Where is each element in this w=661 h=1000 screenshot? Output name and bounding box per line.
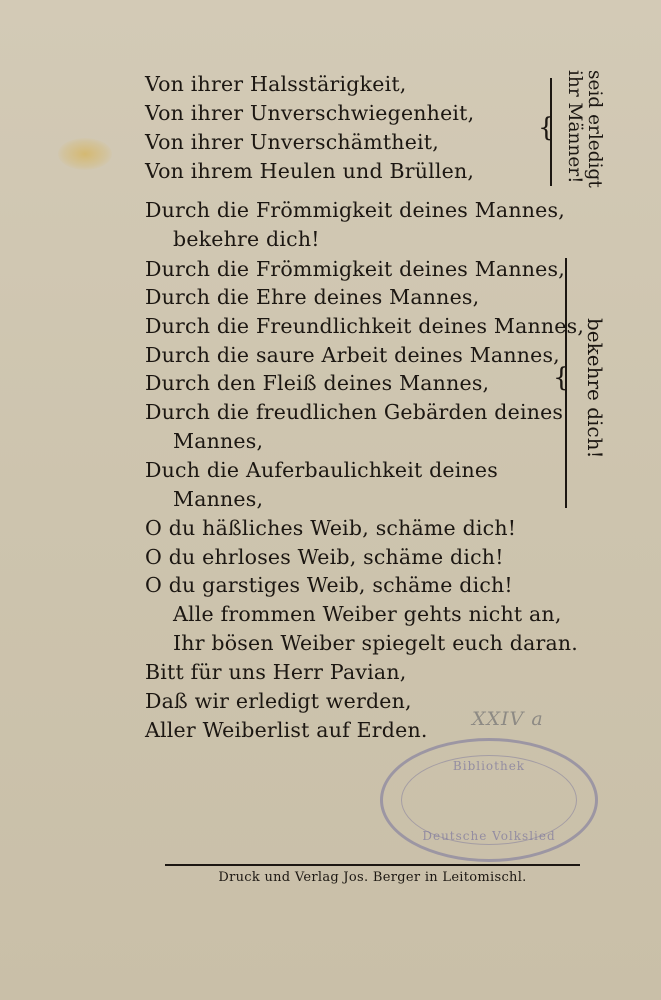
text-line: Alle frommen Weiber gehts nicht an, [173,602,562,626]
text-line: Daß wir erledigt werden, [145,689,412,713]
footer-rule [165,864,580,866]
text-line: Mannes, [173,487,264,511]
brace-tip: { [553,363,570,393]
text-line: Von ihrer Halsstärigkeit, [145,72,407,96]
printer-imprint: Druck und Verlag Jos. Berger in Leitomischl. [218,870,527,885]
library-stamp [380,738,598,862]
text-line: Durch die Ehre deines Mannes, [145,285,480,309]
paper-stain [58,138,112,170]
text-line: Aller Weiberlist auf Erden. [145,718,428,742]
text-line: Duch die Auferbaulichkeit deines [145,458,498,482]
text-line: Durch die freudlichen Gebärden deines [145,400,564,424]
text-line: Durch die Freundlichkeit deines Mannes, [145,314,585,338]
text-line: Von ihrer Unverschämtheit, [145,130,439,154]
brace-label-line2: ihr Männer! [564,70,585,184]
text-line: Von ihrer Unverschwiegenheit, [145,101,475,125]
text-line: Von ihrem Heulen und Brüllen, [145,159,475,183]
brace-label-line1: seid erledigt [584,70,605,188]
text-line: Durch den Fleiß deines Mannes, [145,371,490,395]
text-line: Ihr bösen Weiber spiegelt euch daran. [173,631,579,655]
text-line: Durch die Frömmigkeit deines Mannes, [145,257,565,281]
text-line: Mannes, [173,429,264,453]
text-line: Durch die Frömmigkeit deines Mannes, [145,198,565,222]
brace-label: bekehre dich! [583,318,607,459]
stamp-text-bottom: Deutsche Volkslied [422,829,556,843]
text-line: O du ehrloses Weib, schäme dich! [145,545,504,569]
stamp-text-top: Bibliothek [452,759,526,773]
text-line: bekehre dich! [173,227,320,251]
text-line: O du garstiges Weib, schäme dich! [145,573,513,597]
brace-tip: { [538,113,555,143]
pencil-note: XXIV a [472,708,544,730]
text-line: Bitt für uns Herr Pavian, [145,660,407,684]
text-line: Durch die saure Arbeit deines Mannes, [145,343,560,367]
text-line: O du häßliches Weib, schäme dich! [145,516,517,540]
